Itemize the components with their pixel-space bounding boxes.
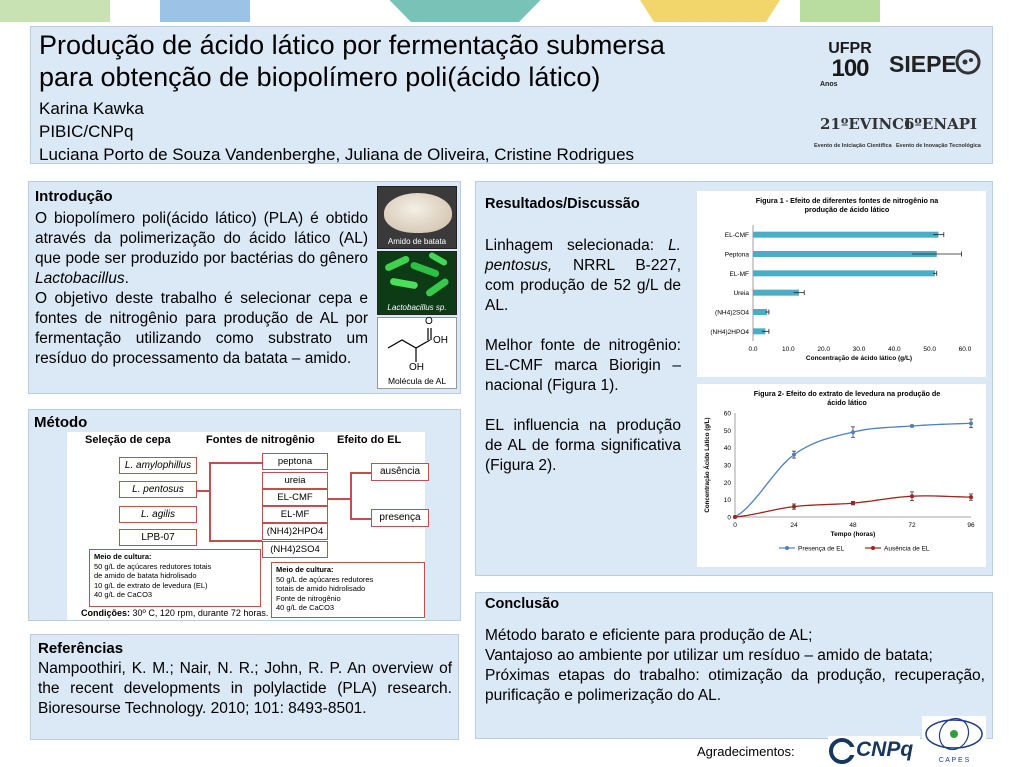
connector [209, 462, 211, 542]
figure-2-x-tick: 0 [733, 522, 737, 529]
evinci-caption: Evento de Iniciação Científica [814, 143, 892, 149]
ufpr-logo-100: 100 [831, 55, 869, 82]
top-strip-green [0, 0, 110, 22]
figure-1-bar [753, 232, 939, 238]
effect-box: presença [371, 509, 429, 527]
resultados-p2: Melhor fonte de nitrogênio: EL-CMF marca Biorigin – nacional (Figura 1). [485, 337, 681, 394]
resultados-p1-italic: L. pentosus, [485, 237, 681, 274]
conclusao-panel [475, 592, 993, 739]
intro-p1-italic: Lactobacillus [35, 270, 125, 287]
lactobacillus-caption: Lactobacillus sp. [387, 303, 447, 312]
figure-1-x-tick: 0.0 [748, 346, 758, 353]
figure-1-bar [753, 290, 799, 296]
advisors: Luciana Porto de Souza Vandenberghe, Juliana de Oliveira, Cristine Rodrigues [39, 145, 635, 164]
figure-2-point [969, 495, 973, 499]
conclusao-line: Vantajoso ao ambiente por utilizar um resíduo – amido de batata; [485, 647, 933, 664]
capes-emblem-icon [922, 716, 986, 752]
figure-1-category-label: Ureia [733, 290, 749, 298]
nitrogen-box: EL-CMF [262, 489, 328, 506]
col-effect-header: Efeito do EL [337, 434, 402, 446]
title-line-1: Produção de ácido lático por fermentação submersa [39, 30, 665, 60]
cnpq-emblem-icon [828, 737, 856, 765]
figure-1-x-tick: 20.0 [817, 346, 830, 353]
intro-panel [28, 181, 461, 394]
nitrogen-box: ureia [262, 472, 328, 489]
ufpr-logo [820, 41, 880, 95]
capes-logo-text: C A P E S [938, 757, 970, 764]
ufpr-logo-anos: Anos [820, 81, 838, 88]
starch-image [377, 186, 457, 249]
conditions-label: Condições: [81, 608, 131, 618]
lactobacillus-image [377, 251, 457, 315]
author: Karina Kawka [39, 99, 144, 118]
resultados-p3: EL influencia na produção de AL de forma significativa (Figura 2). [485, 417, 681, 474]
intro-title: Introdução [35, 188, 113, 205]
connector [350, 472, 352, 520]
metodo-panel [28, 409, 461, 621]
figure-1-bar [753, 309, 767, 315]
figure-2-point [733, 515, 737, 519]
figure-1-x-tick: 50.0 [923, 346, 936, 353]
figure-2-y-tick: 10 [723, 497, 731, 505]
metodo-title: Método [34, 414, 88, 431]
effect-box: ausência [371, 463, 429, 481]
figure-1-chart [697, 191, 986, 377]
referencias-panel [30, 634, 459, 740]
figure-1-x-tick: 30.0 [852, 346, 866, 353]
conditions-text: 30º C, 120 rpm, durante 72 horas. [130, 608, 269, 618]
conclusao-line: Método barato e eficiente para produção de AL; [485, 627, 813, 644]
top-strip-blue [160, 0, 250, 22]
figure-1-x-tick: 60.0 [958, 346, 972, 353]
resultados-panel [475, 181, 993, 576]
resultados-p1a: Linhagem selecionada: [485, 237, 669, 254]
connector [350, 472, 371, 474]
figure-2-legend-label: Presença de EL [798, 545, 845, 553]
medium-2-line: 40 g/L de CaCO3 [276, 603, 335, 612]
strain-box: L. agilis [119, 506, 197, 523]
medium-1-line: 10 g/L de extrato de levedura (EL) [94, 580, 208, 590]
figure-2-point [792, 505, 796, 509]
title-line-2: para obtenção de biopolímero poli(ácido lático) [39, 62, 601, 92]
figure-1-category-label: (NH4)2SO4 [715, 309, 749, 317]
ufpr-logo-text: UFPR [828, 40, 872, 57]
molecule-caption: Molécula de AL [387, 376, 447, 386]
figure-2-x-tick: 72 [908, 522, 916, 529]
connector [328, 498, 350, 500]
connector [197, 490, 209, 492]
figure-2-point [792, 453, 796, 457]
intro-p2: O objetivo deste trabalho é selecionar cepa e fontes de nitrogênio para produção de AL por fermentação utilizando como substrato um resíduo do processamento da batata – amido. [35, 290, 368, 367]
capes-logo [922, 716, 986, 766]
figure-2-y-label: Concentração Ácido Lático (g/L) [704, 417, 711, 513]
bacteria-icon [378, 252, 457, 302]
figure-2-y-tick: 50 [723, 427, 731, 435]
figure-1-bar [753, 270, 935, 276]
figure-2-point [851, 430, 855, 434]
conclusao-text [485, 626, 985, 706]
figure-2-y-tick: 20 [723, 479, 731, 487]
resultados-text [485, 236, 681, 476]
strain-box: L. pentosus [119, 481, 197, 498]
figure-2-legend-label: Ausência de EL [884, 545, 930, 553]
figure-2-point [969, 421, 973, 425]
nitrogen-box: (NH4)2SO4 [262, 541, 328, 558]
molecule-o-label: O [425, 316, 433, 327]
cnpq-logo-text: CNPq [856, 738, 914, 761]
figure-2-series-line [735, 496, 971, 517]
figure-2-y-tick: 60 [723, 410, 731, 418]
connector [350, 518, 371, 520]
evinci-logo: 21ºEVINCI [820, 115, 912, 133]
figure-2-point [910, 424, 914, 428]
figure-1-category-label: EL-CMF [724, 232, 749, 240]
siepe-logo-text: SIEPE [889, 51, 957, 77]
figure-2-x-tick: 24 [790, 522, 798, 529]
intro-text [35, 209, 368, 369]
medium-1-line: 40 g/L de CaCO3 [94, 590, 153, 599]
referencias-title: Referências [38, 640, 124, 657]
molecule-oh2-label: OH [409, 362, 424, 373]
figure-2-legend-marker [785, 546, 789, 550]
resultados-p1 [485, 236, 681, 316]
medium-1-line: de amido de batata hidrolisado [94, 571, 197, 580]
nitrogen-box: (NH4)2HPO4 [262, 523, 328, 540]
medium-2-line: Fonte de nitrogênio [276, 593, 341, 603]
enapi-logo: 6ºENAPI [904, 115, 978, 133]
program: PIBIC/CNPq [39, 122, 134, 141]
figure-2-x-tick: 96 [967, 522, 975, 529]
medium-box-1 [89, 549, 261, 607]
nitrogen-box: EL-MF [262, 506, 328, 523]
strain-box: LPB-07 [119, 529, 197, 546]
figure-1-x-label: Concentração de ácido lático (g/L) [805, 355, 913, 362]
conclusao-line: Próximas etapas do trabalho: otimização da produção, recuperação, purificação e polimerização do AL. [485, 667, 985, 704]
figure-1-x-tick: 10.0 [782, 346, 795, 353]
figure-2-x-tick: 48 [849, 522, 857, 529]
figure-1-bar [753, 251, 937, 257]
siepe-emblem-icon [955, 49, 981, 75]
intro-p1a: O biopolímero poli(ácido lático) (PLA) é obtido através da polimerização do ácido lático (AL) que pode ser produzido por bactérias do gênero [35, 210, 368, 267]
medium-1-title: Meio de cultura: [94, 552, 152, 561]
col-nitrogen-header: Fontes de nitrogênio [206, 434, 315, 446]
referencias-text: Nampoothiri, K. M.; Nair, N. R.; John, R. P. An overview of the recent developments in polylactide (PLA) research. Bioresourse Technology. 2010; 101: 8493-8501. [38, 660, 452, 717]
figure-2 [697, 384, 986, 567]
figure-1-title: produção de ácido lático [804, 205, 890, 214]
siepe-logo [889, 51, 981, 91]
conclusao-title: Conclusão [485, 596, 560, 612]
nitrogen-box: peptona [262, 453, 328, 470]
top-strip-teal [375, 0, 555, 22]
thanks-label: Agradecimentos: [697, 744, 795, 759]
resultados-title: Resultados/Discussão [485, 196, 640, 212]
figure-2-chart [697, 384, 986, 567]
figure-2-legend-marker [871, 546, 875, 550]
conditions [81, 608, 268, 618]
figure-1-category-label: EL-MF [729, 270, 749, 278]
header-panel [30, 26, 993, 164]
figure-2-y-tick: 30 [723, 462, 731, 470]
connector [209, 462, 262, 464]
figure-1-x-tick: 40.0 [888, 346, 901, 353]
medium-box-2 [271, 562, 425, 618]
connector [209, 540, 262, 542]
molecule-oh1-label: OH [433, 335, 448, 346]
figure-2-title: Figura 2- Efeito do extrato de levedura na produção de [753, 389, 941, 398]
medium-2-title: Meio de cultura: [276, 565, 334, 574]
figure-1-title: Figura 1 - Efeito de diferentes fontes de nitrogênio na [755, 196, 939, 205]
figure-1-category-label: (NH4)2HPO4 [710, 328, 749, 336]
figure-2-x-label: Tempo (horas) [830, 531, 876, 538]
medium-2-line: totais de amido hidrolisado [276, 584, 366, 593]
intro-p1b: . [124, 270, 129, 287]
molecule-image [377, 317, 457, 389]
resultados-p1b: NRRL B-227, com produção de 52 g/L de AL. [485, 257, 681, 314]
figure-2-point [851, 501, 855, 505]
top-strip-green2 [800, 0, 880, 22]
figure-1 [697, 191, 986, 377]
medium-2-line: 50 g/L de açúcares redutores [276, 574, 374, 584]
cnpq-logo [828, 736, 920, 766]
figure-2-point [910, 494, 914, 498]
enapi-caption: Evento de Inovação Tecnológica [896, 143, 981, 149]
strain-box: L. amylophillus [119, 457, 197, 474]
poster-title [39, 29, 665, 93]
figure-1-category-label: Peptona [724, 251, 749, 259]
medium-1-line: 50 g/L de açúcares redutores totais [94, 561, 212, 571]
figure-2-y-tick: 0 [727, 514, 731, 522]
starch-powder-shape [384, 193, 452, 233]
figure-2-title: ácido lático [827, 398, 867, 407]
top-strip-yellow [640, 0, 780, 22]
figure-2-y-tick: 40 [723, 445, 731, 453]
col-strain-header: Seleção de cepa [85, 434, 171, 446]
starch-caption: Amido de batata [387, 237, 447, 246]
